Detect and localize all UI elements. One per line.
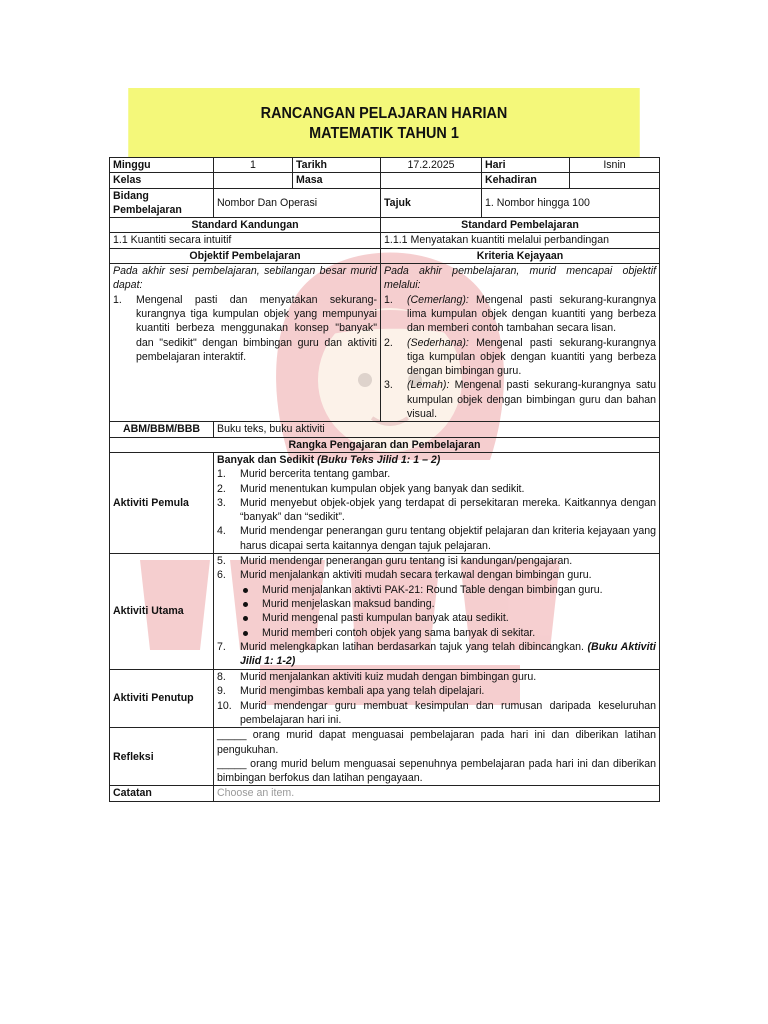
aktiviti-utama-label: Aktiviti Utama: [110, 554, 214, 670]
row-refleksi: [110, 728, 660, 786]
rangka-header: Rangka Pengajaran dan Pembelajaran: [110, 437, 660, 452]
row-bidang: [110, 188, 660, 218]
utama-item: 6. Murid menjalankan aktiviti mudah secara terkawal dengan bimbingan guru.: [217, 569, 592, 582]
kelas-value[interactable]: [214, 173, 293, 188]
penutup-item: 9. Murid mengimbas kembali apa yang telah dipelajari.: [217, 685, 485, 698]
kehadiran-value[interactable]: [570, 173, 660, 188]
masa-value[interactable]: [381, 173, 482, 188]
tajuk-label: Tajuk: [381, 188, 482, 218]
utama-bullet: Murid menjelaskan maksud banding.: [217, 597, 656, 611]
page-title: RANCANGAN PELAJARAN HARIAN: [260, 105, 508, 122]
refleksi-line: _____ orang murid belum menguasai sepenuhnya pembelajaran pada hari ini dan diberikan bimbingan berfokus dan latihan pengayaan.: [217, 757, 657, 785]
utama-bullet: Murid mengenal pasti kumpulan banyak atau sedikit.: [217, 611, 656, 625]
penutup-item: 10. Murid mendengar guru membuat kesimpulan dan rumusan daripada keseluruhan pembelajaran hari ini.: [217, 699, 657, 726]
utama-bullet: Murid memberi contoh objek yang sama banyak di sekitar.: [217, 626, 656, 640]
row-abm: [110, 422, 660, 437]
row-minggu: [110, 158, 660, 173]
abm-label: ABM/BBM/BBB: [110, 422, 214, 437]
masa-label: Masa: [293, 173, 381, 188]
utama-item: 5. Murid mendengar penerangan guru tentang isi kandungan/pengajaran.: [217, 555, 573, 568]
refleksi-line: _____ orang murid dapat menguasai pembelajaran pada hari ini dan diberikan latihan pengukuhan.: [217, 729, 657, 756]
row-aktiviti-penutup: [110, 670, 660, 728]
row-aktiviti-utama: [110, 554, 660, 670]
tarikh-label: Tarikh: [293, 158, 381, 173]
aktiviti-utama-cell[interactable]: [214, 554, 660, 670]
minggu-value[interactable]: 1: [214, 158, 293, 173]
kehadiran-label: Kehadiran: [482, 173, 570, 188]
row-objektif-content: [110, 264, 660, 422]
row-kelas: [110, 173, 660, 188]
objektif-cell[interactable]: [110, 264, 381, 422]
aktiviti-pemula-label: Aktiviti Pemula: [110, 452, 214, 553]
tarikh-value[interactable]: 17.2.2025: [381, 158, 482, 173]
tajuk-value[interactable]: 1. Nombor hingga 100: [482, 188, 660, 218]
pemula-item: 3. Murid menyebut objek-objek yang terdapat di persekitaran mereka. Kaitkannya dengan “banyak” dan “sedikit”.: [217, 496, 657, 524]
standard-pembelajaran-header: Standard Pembelajaran: [381, 218, 660, 233]
kelas-label: Kelas: [110, 173, 214, 188]
catatan-label: Catatan: [110, 786, 214, 801]
kriteria-item: 1. (Cemerlang): Mengenal pasti sekurang-kurangnya lima kumpulan objek dengan kuantiti yang berbeza dan memberi contoh tambahan secara lisan.: [384, 293, 657, 335]
refleksi-label: Refleksi: [110, 728, 214, 786]
kriteria-item: 2. (Sederhana): Mengenal pasti sekurang-kurangnya tiga kumpulan objek dengan kuantiti yang berbeza dengan bimbingan guru.: [384, 336, 657, 378]
hari-value[interactable]: Isnin: [570, 158, 660, 173]
utama-bullet: Murid menjalankan aktivti PAK-21: Round Table dengan bimbingan guru.: [217, 583, 656, 597]
page-subtitle: MATEMATIK TAHUN 1: [309, 125, 459, 142]
objektif-item: 1. Mengenal pasti dan menyatakan sekurang-kurangnya tiga kumpulan objek yang mempunyai kuantiti berbeza menggunakan konsep "banyak" dan "sedikit" dengan bimbingan guru dan aktiviti pembelajaran interaktif.: [113, 293, 377, 363]
row-objektif-header: [110, 248, 660, 263]
standard-kandungan-value[interactable]: 1.1 Kuantiti secara intuitif: [110, 233, 381, 248]
bidang-value[interactable]: Nombor Dan Operasi: [214, 188, 381, 218]
row-standard-value: [110, 233, 660, 248]
row-catatan: [110, 786, 660, 801]
aktiviti-penutup-cell[interactable]: [214, 670, 660, 728]
utama-item: 7. Murid melengkapkan latihan berdasarkan tajuk yang telah dibincangkan. (Buku Aktiviti Jilid 1: 1-2): [217, 640, 656, 668]
row-rangka-header: [110, 437, 660, 452]
hari-label: Hari: [482, 158, 570, 173]
refleksi-cell[interactable]: [214, 728, 660, 786]
aktiviti-pemula-cell[interactable]: [214, 452, 660, 553]
penutup-item: 8. Murid menjalankan aktiviti kuiz mudah dengan bimbingan guru.: [217, 671, 537, 684]
bidang-label: Bidang Pembelajaran: [110, 188, 214, 218]
kriteria-item: 3. (Lemah): Mengenal pasti sekurang-kurangnya satu kumpulan objek dengan bimbingan guru dan bahan visual.: [384, 379, 657, 421]
row-aktiviti-pemula: [110, 452, 660, 553]
kriteria-cell[interactable]: [381, 264, 660, 422]
pemula-title: Banyak dan Sedikit (Buku Teks Jilid 1: 1 – 2): [217, 453, 441, 466]
standard-pembelajaran-value[interactable]: 1.1.1 Menyatakan kuantiti melalui perbandingan: [381, 233, 660, 248]
document-header: [128, 88, 640, 157]
objektif-intro: Pada akhir sesi pembelajaran, sebilangan besar murid dapat:: [113, 265, 377, 292]
row-standard-header: [110, 218, 660, 233]
pemula-item: 4. Murid mendengar penerangan guru tentang objektif pelajaran dan kriteria kejayaan yang harus dicapai serta kaitannya dengan tajuk pelajaran.: [217, 525, 657, 552]
minggu-label: Minggu: [110, 158, 214, 173]
kriteria-intro: Pada akhir pembelajaran, murid mencapai objektif melalui:: [384, 265, 657, 292]
lesson-plan-page: [109, 88, 659, 802]
standard-kandungan-header: Standard Kandungan: [110, 218, 381, 233]
catatan-dropdown[interactable]: Choose an item.: [214, 786, 660, 801]
pemula-item: 2. Murid menentukan kumpulan objek yang banyak dan sedikit.: [217, 482, 525, 495]
aktiviti-penutup-label: Aktiviti Penutup: [110, 670, 214, 728]
lesson-plan-table: [109, 157, 660, 802]
pemula-item: 1. Murid bercerita tentang gambar.: [217, 468, 391, 481]
kriteria-header: Kriteria Kejayaan: [381, 248, 660, 263]
abm-value[interactable]: Buku teks, buku aktiviti: [214, 422, 660, 437]
objektif-header: Objektif Pembelajaran: [110, 248, 381, 263]
